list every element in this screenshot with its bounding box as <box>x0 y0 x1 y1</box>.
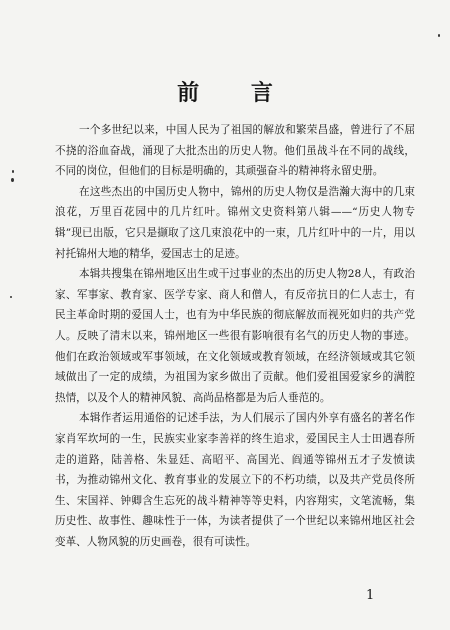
paragraph-4: 本辑作者运用通俗的记述手法，为人们展示了国内外享有盛名的著名作家肖军坎坷的一生，民族实业家李善祥的终生追求，爱国民主人士田遇春所走的道路，陆善格、朱显廷、高昭平、高国光、阎通等锦州五才子发愤读书，为推动锦州文化、教育事业的发展立下的不朽功绩，以及共产党员佟所生、宋国祥、钟卿含生忘死的战斗精神等等史料，内容翔实，文笔流畅，集历史性、故事性、趣味性于一体，为读者提供了一个世纪以来锦州地区社会变革、人物风貌的历史画卷，很有可读性。 <box>55 412 415 548</box>
scan-speck <box>438 34 440 37</box>
scan-speck <box>11 178 14 182</box>
page-number: 1 <box>366 588 375 603</box>
paragraph-3: 本辑共搜集在锦州地区出生或干过事业的杰出的历史人物28人，有政治家、军事家、教育家、医学专家、商人和僧人，有反帝抗日的仁人志士，有民主革命时期的爱国人士，也有为中华民族的彻底解放而视死如归的共产党人。反映了清末以来，锦州地区一些很有影响很有名气的历史人物的事迹。他们在政治领域或军事领域，在文化领域或教育领域，在经济领域或其它领域做出了一定的成绩，为祖国为家乡做出了贡献。他们爱祖国爱家乡的满腔热情，以及个人的精神风貌、高尚品格都是为后人垂范的。 <box>55 268 415 404</box>
page-title: 前 言 <box>177 81 295 106</box>
paragraph-2: 在这些杰出的中国历史人物中，锦州的历史人物仅是浩瀚大海中的几束浪花，万里百花园中的几片红叶。锦州文史资料第八辑——“历史人物专辑”现已出版，它只是撷取了这几束浪花中的一束，几片红叶中的一片，用以衬托锦州大地的精华，爱国志士的足迹。 <box>55 185 415 260</box>
document-body <box>55 120 415 552</box>
scan-speck <box>12 170 14 173</box>
paragraph-1: 一个多世纪以来，中国人民为了祖国的解放和繁荣昌盛，曾进行了不屈不挠的浴血奋战，涌现了大批杰出的历史人物。他们虽战斗在不同的战线，不同的岗位，但他们的目标是明确的，其顽强奋斗的精神将永留史册。 <box>55 124 415 178</box>
scan-speck <box>10 296 12 298</box>
